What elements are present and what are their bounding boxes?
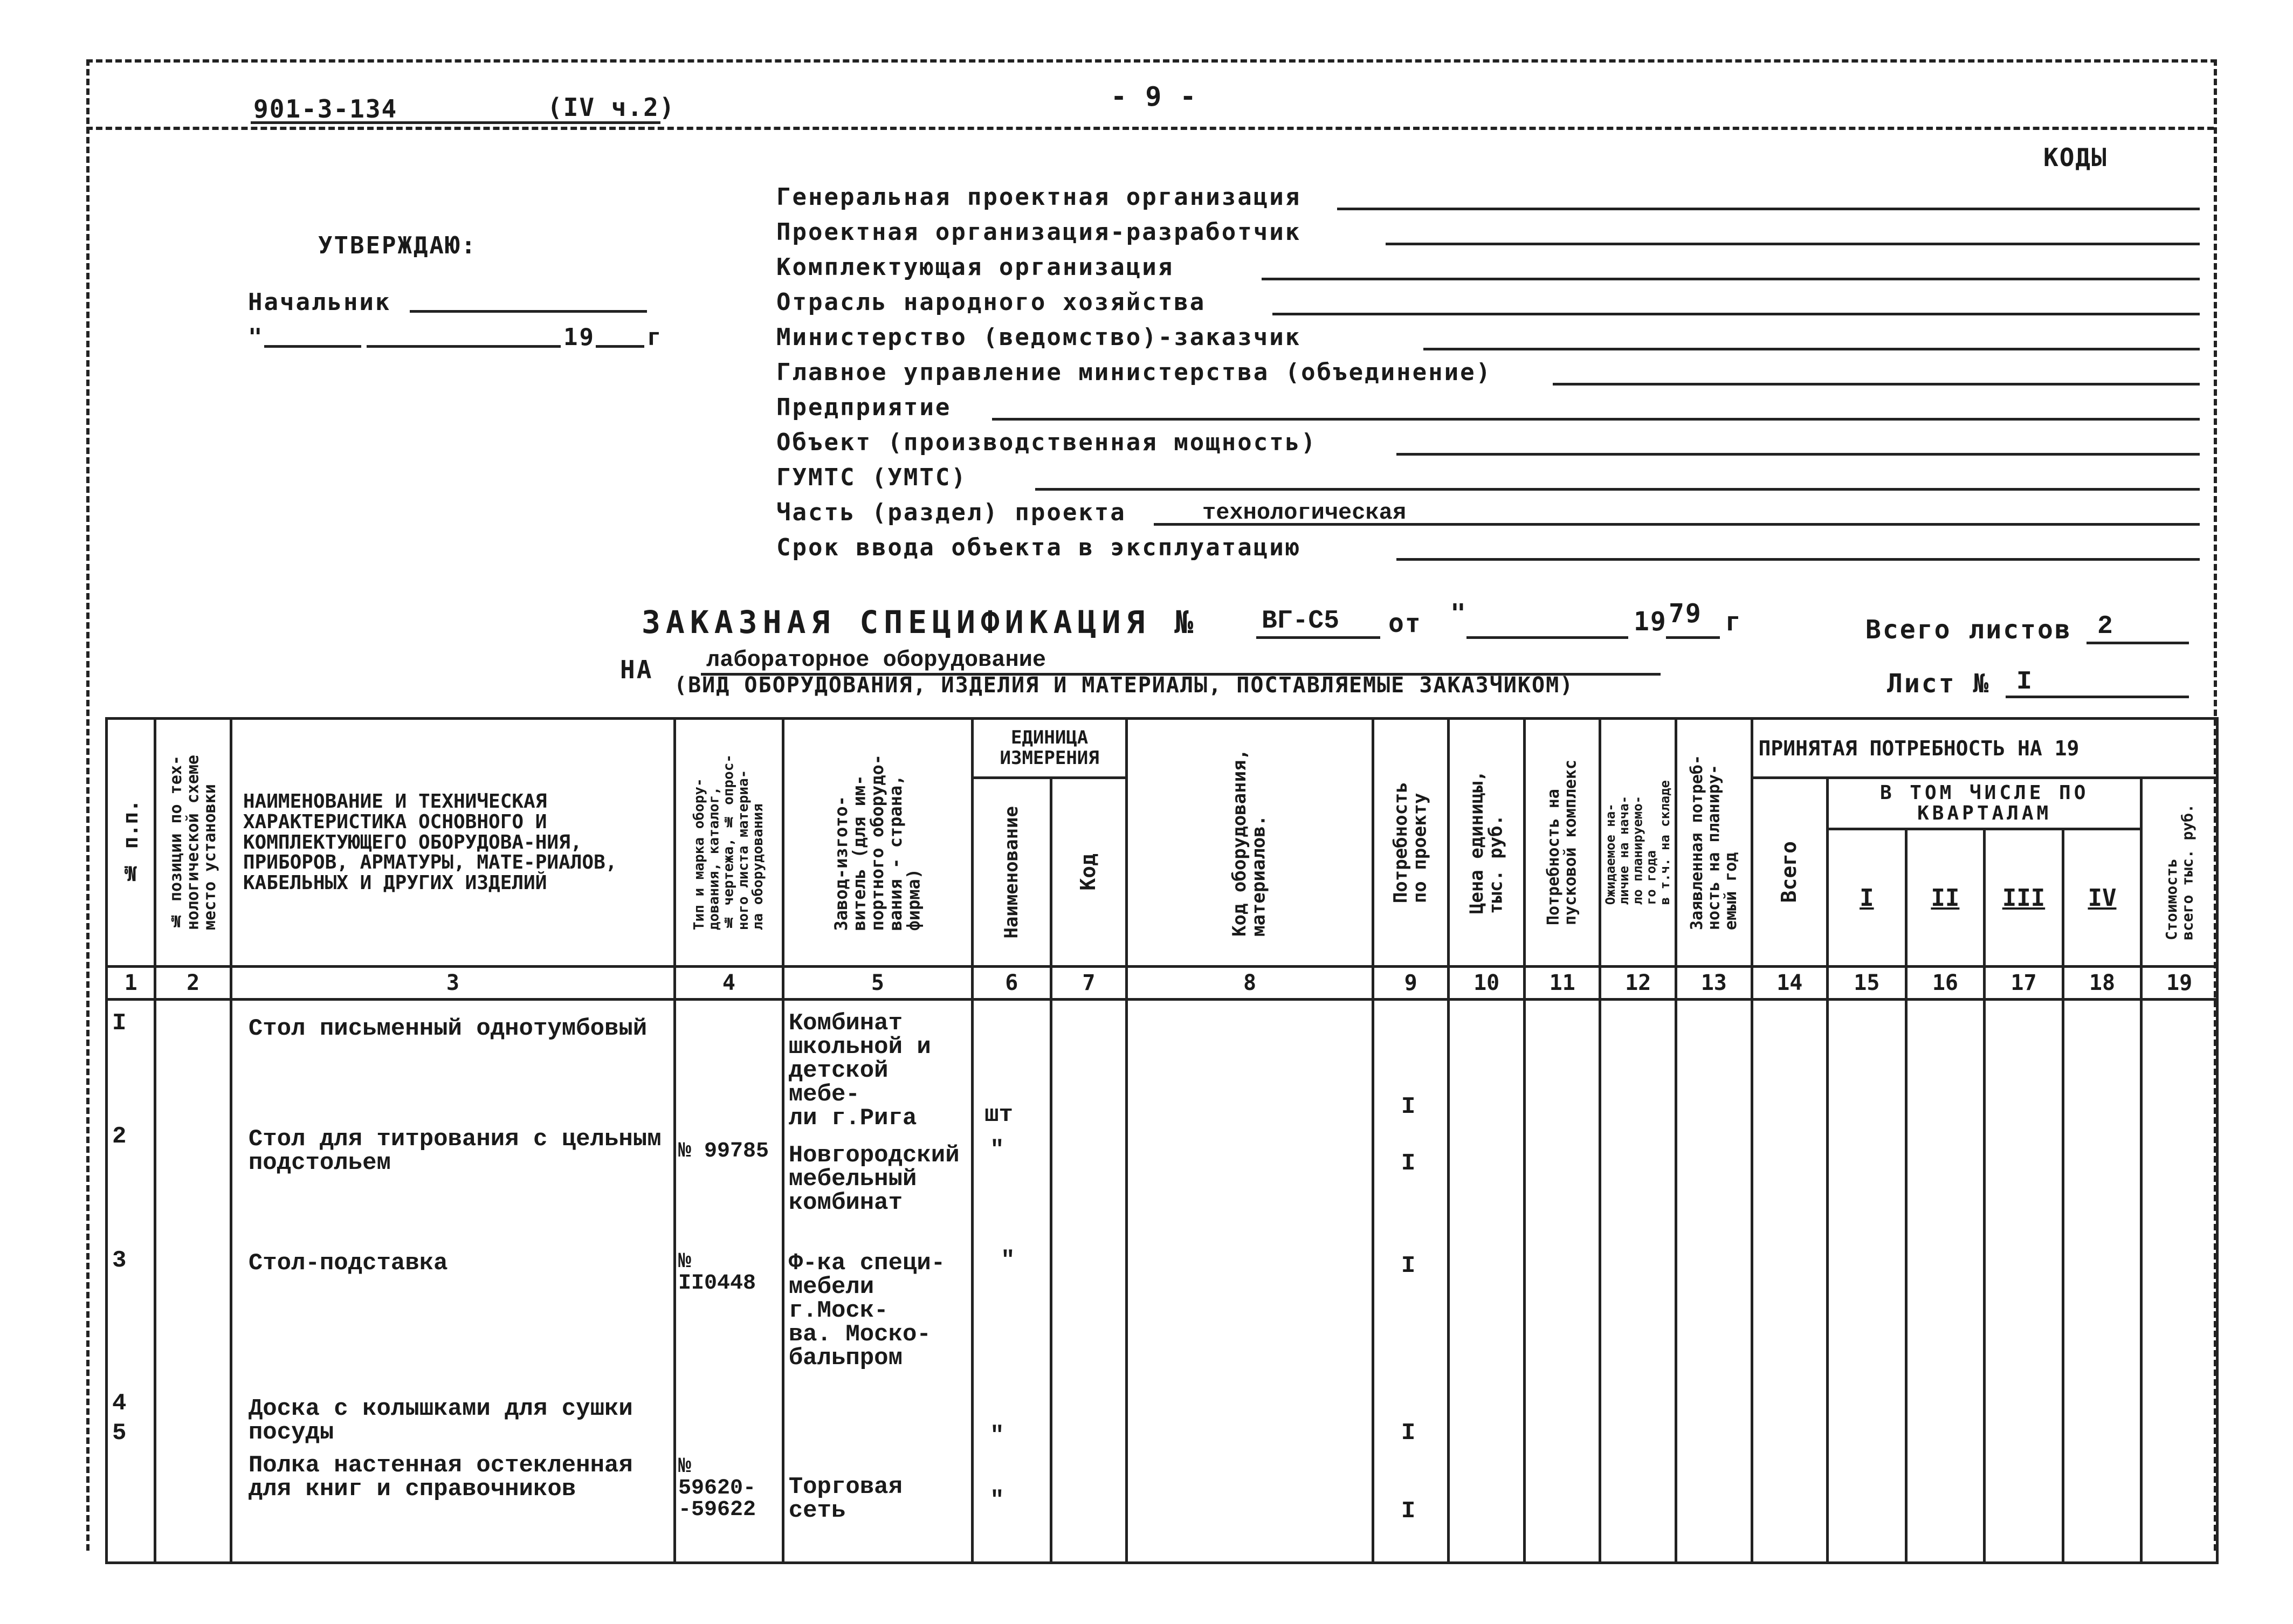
col-header-19: Стоимость всего тыс. руб. (2141, 778, 2218, 967)
spec-subject: лабораторное оборудование (706, 647, 1046, 673)
row-quantity: I (1401, 1420, 1416, 1447)
page-number: - 9 - (1111, 81, 1197, 112)
row-maker: Ф-ка специ- мебели г.Моск- ва. Моско- бальпром (788, 1250, 946, 1372)
row-quantity: I (1401, 1093, 1416, 1120)
col-header-3: НАИМЕНОВАНИЕ И ТЕХНИЧЕСКАЯ ХАРАКТЕРИСТИКА ОСНОВНОГО И КОМПЛЕКТУЮЩЕГО ОБОРУДОВА-НИЯ, ПРИБОРОВ, АРМАТУРЫ, МАТЕ-РИАЛОВ, КАБЕЛЬНЫХ И ДРУГИХ ИЗДЕЛИЙ (231, 719, 674, 967)
body-col-maker (783, 1000, 972, 1563)
body-col-no (107, 1000, 155, 1563)
body-col-total (1752, 1000, 1828, 1563)
org-field-row (776, 183, 2200, 218)
spec-date-quote: " (1450, 598, 1467, 629)
body-col-equipment-code (1127, 1000, 1373, 1563)
row-maker: Комбинат школьной и детской мебе- ли г.Рига (788, 1010, 931, 1132)
unit-group-header: ЕДИНИЦА ИЗМЕРЕНИЯ (973, 719, 1127, 778)
col-header-5: Завод-изгото- витель (для им- портного оборудо- вания - страна, фирма) (783, 719, 972, 967)
column-number: 3 (231, 967, 674, 1000)
body-col-q2 (1906, 1000, 1985, 1563)
spec-year-line (1666, 636, 1720, 639)
column-number: 8 (1127, 967, 1373, 1000)
body-col-price (1449, 1000, 1525, 1563)
row-quantity: I (1401, 1498, 1416, 1525)
spec-from-label: от (1388, 608, 1422, 638)
org-field-row (776, 218, 2200, 253)
spec-year-prefix: 19 (1634, 607, 1667, 637)
row-number: I (112, 1010, 127, 1037)
volume-label: (IV ч.2) (547, 93, 676, 122)
spec-title: ЗАКАЗНАЯ СПЕЦИФИКАЦИЯ № (642, 604, 1199, 641)
column-number: 11 (1524, 967, 1600, 1000)
col-header-8: Код оборудования, материалов. (1127, 719, 1373, 967)
row-number: 2 (112, 1123, 127, 1150)
approval-year-line (596, 345, 644, 348)
org-field-label: ГУМТС (УМТС) (776, 464, 967, 491)
sheet-label: Лист № (1887, 669, 1991, 699)
body-col-cost (2141, 1000, 2218, 1563)
quarters-group-header: В ТОМ ЧИСЛЕ ПО КВАРТАЛАМ (1828, 778, 2141, 829)
org-field-label: Срок ввода объекта в эксплуатацию (776, 534, 1302, 561)
col-header-6: Наименование (973, 778, 1051, 967)
col-header-15: I (1828, 829, 1906, 967)
row-unit: " (990, 1137, 1004, 1164)
org-field-line (1396, 453, 2200, 456)
spec-year-value: 79 (1669, 598, 1702, 629)
column-number: 2 (155, 967, 231, 1000)
column-number: 6 (973, 967, 1051, 1000)
total-sheets-label: Всего листов (1865, 615, 2072, 645)
org-field-label: Министерство (ведомство)-заказчик (776, 324, 1302, 351)
doc-number: 901-3-134 (253, 94, 398, 123)
spec-table (105, 717, 2219, 1564)
chief-label: Начальник (248, 288, 391, 316)
spec-date-line (1466, 636, 1628, 639)
row-number: 4 (112, 1390, 127, 1417)
org-field-line (1035, 488, 2200, 491)
table-body-row (107, 1000, 2218, 1563)
row-unit: " (990, 1422, 1004, 1449)
body-col-quantity (1373, 1000, 1449, 1563)
org-field-line (1272, 313, 2200, 315)
row-quantity: I (1401, 1150, 1416, 1177)
body-col-type (675, 1000, 783, 1563)
header-divider (86, 127, 2214, 130)
column-number: 17 (1985, 967, 2063, 1000)
column-number: 4 (675, 967, 783, 1000)
org-field-row (776, 534, 2200, 569)
row-type: № 99785 (678, 1139, 769, 1164)
col-header-18: IV (2063, 829, 2141, 967)
org-field-row (776, 394, 2200, 429)
column-number: 14 (1752, 967, 1828, 1000)
org-field-label: Комплектующая организация (776, 253, 1174, 281)
column-number: 5 (783, 967, 972, 1000)
column-number: 1 (107, 967, 155, 1000)
col-header-17: III (1985, 829, 2063, 967)
column-number: 10 (1449, 967, 1525, 1000)
row-unit: " (990, 1487, 1004, 1514)
row-name: Стол письменный однотумбовый (248, 1015, 648, 1042)
chief-signature-line (410, 310, 647, 313)
org-field-line (1262, 278, 2200, 280)
org-field-label: Предприятие (776, 394, 952, 421)
column-numbers-row (107, 967, 2218, 1000)
col-header-2: № позиции по тех- нологической схеме место установки (155, 719, 231, 967)
row-name: Стол-подставка (248, 1250, 448, 1277)
org-field-line (992, 418, 2200, 421)
org-field-row (776, 464, 2200, 499)
row-unit: шт (984, 1102, 1013, 1128)
body-col-position (155, 1000, 231, 1563)
col-header-11: Потребность на пусковой комплекс (1524, 719, 1600, 967)
approve-label: УТВЕРЖДАЮ: (318, 232, 477, 259)
row-quantity: I (1401, 1253, 1416, 1279)
approval-year-unit: г (647, 324, 663, 351)
body-col-name (231, 1000, 674, 1563)
date-quote: " (248, 324, 264, 351)
col-header-14: Всего (1752, 778, 1828, 967)
spec-on-label: НА (620, 655, 653, 684)
org-field-row (776, 253, 2200, 288)
body-col-q1 (1828, 1000, 1906, 1563)
row-maker: Торговая сеть (788, 1474, 903, 1524)
spec-year-unit: г (1725, 607, 1742, 637)
org-field-label: Генеральная проектная организация (776, 183, 1302, 211)
column-number: 13 (1676, 967, 1752, 1000)
org-field-row (776, 359, 2200, 394)
org-field-row (776, 324, 2200, 359)
org-field-row (776, 499, 2200, 534)
total-sheets-line (2087, 642, 2189, 644)
column-number: 9 (1373, 967, 1449, 1000)
body-col-q4 (2063, 1000, 2141, 1563)
org-field-label: Объект (производственная мощность) (776, 429, 1317, 456)
col-header-10: Цена единицы, тыс. руб. (1449, 719, 1525, 967)
body-col-expected (1600, 1000, 1676, 1563)
column-number: 19 (2141, 967, 2218, 1000)
row-name: Доска с колышками для сушки посуды (248, 1395, 633, 1446)
col-header-13: Заявленная потреб- ность на планиру- емый год (1676, 719, 1752, 967)
approval-month-line (367, 345, 561, 348)
col-header-9: Потребность по проекту (1373, 719, 1449, 967)
org-field-label: Проектная организация-разработчик (776, 218, 1302, 246)
col-header-12: Ожидаемое на- личие на нача- ло планируемо- го года в т.ч. на складе (1600, 719, 1676, 967)
codes-label: КОДЫ (2043, 143, 2108, 172)
org-field-line (1386, 243, 2200, 245)
spec-subject-caption: (ВИД ОБОРУДОВАНИЯ, ИЗДЕЛИЯ И МАТЕРИАЛЫ, ПОСТАВЛЯЕМЫЕ ЗАКАЗЧИКОМ) (674, 673, 1574, 698)
project-part-value: технологическая (1202, 500, 1407, 526)
org-field-line (1423, 348, 2200, 350)
column-number: 16 (1906, 967, 1985, 1000)
org-field-label: Отрасль народного хозяйства (776, 288, 1206, 316)
org-field-label: Главное управление министерства (объединение) (776, 359, 1492, 386)
column-number: 18 (2063, 967, 2141, 1000)
accepted-group-header: ПРИНЯТАЯ ПОТРЕБНОСТЬ НА 19 (1752, 719, 2217, 778)
sheet-line (2006, 696, 2189, 698)
col-header-16: II (1906, 829, 1985, 967)
body-col-unit-code (1051, 1000, 1127, 1563)
body-col-launch-need (1524, 1000, 1600, 1563)
approval-day-line (264, 345, 361, 348)
body-col-unit (973, 1000, 1051, 1563)
column-number: 12 (1600, 967, 1676, 1000)
body-col-q3 (1985, 1000, 2063, 1563)
col-header-7: Код (1051, 778, 1127, 967)
col-header-1: № п.п. (107, 719, 155, 967)
row-maker: Новгородский мебельный комбинат (788, 1142, 960, 1216)
row-number: 3 (112, 1247, 127, 1274)
column-number: 7 (1051, 967, 1127, 1000)
row-name: Полка настенная остекленная для книг и справочников (248, 1452, 633, 1503)
org-field-line (1337, 208, 2200, 210)
org-field-line (1553, 383, 2200, 386)
org-fields (776, 183, 2200, 569)
row-type: № 59620- -59622 (678, 1455, 756, 1522)
org-field-row (776, 429, 2200, 464)
col-header-4: Тип и марка обору- дования, каталог, № чертежа, № опрос- ного листа материа- ла оборудования (675, 719, 783, 967)
row-type: № II0448 (678, 1250, 756, 1296)
org-field-line (1396, 558, 2200, 561)
approval-year: 19 (563, 324, 595, 351)
sheet-value: I (2016, 668, 2032, 697)
spec-number: ВГ-С5 (1262, 607, 1340, 636)
total-sheets-value: 2 (2097, 612, 2113, 641)
column-number: 15 (1828, 967, 1906, 1000)
body-col-declared (1676, 1000, 1752, 1563)
row-number: 5 (112, 1420, 127, 1447)
org-field-row (776, 288, 2200, 324)
row-name: Стол для титрования с цельным подстольем (248, 1126, 662, 1176)
spec-number-line (1256, 636, 1380, 639)
row-unit: " (1001, 1247, 1015, 1274)
org-field-label: Часть (раздел) проекта (776, 499, 1126, 526)
